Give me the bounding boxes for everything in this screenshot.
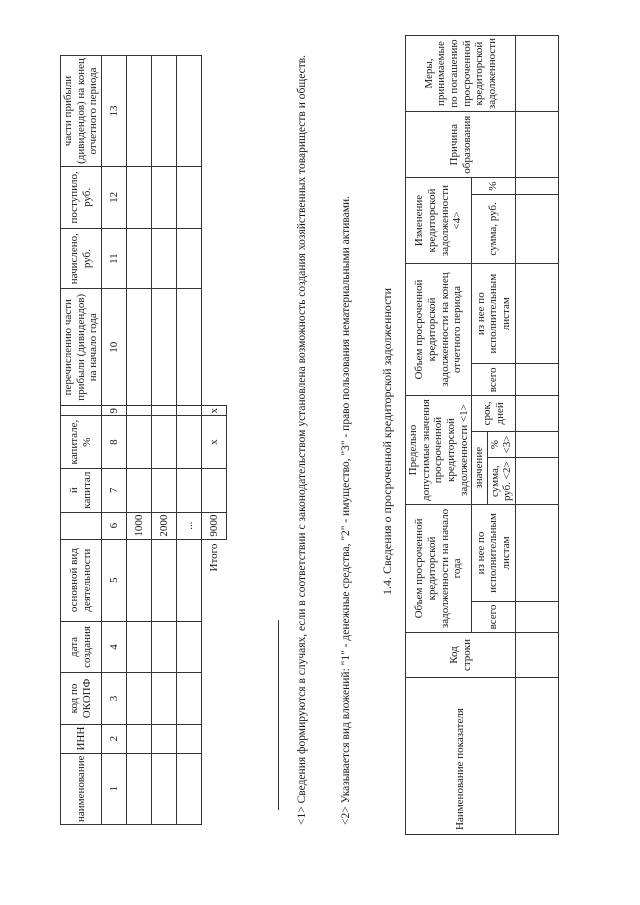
section-title: 1.4. Сведения о просроченной кредиторской задолженности bbox=[380, 287, 394, 595]
cell bbox=[516, 504, 559, 601]
cell bbox=[176, 468, 201, 512]
cell bbox=[516, 678, 559, 835]
cell bbox=[516, 602, 559, 633]
header-cell: % bbox=[472, 178, 516, 195]
header-cell: начислено, руб. bbox=[61, 228, 102, 289]
column-number: 6 bbox=[101, 512, 126, 539]
cell bbox=[516, 633, 559, 678]
header-cell: дата создания bbox=[61, 621, 102, 673]
table1-header-row bbox=[61, 56, 102, 825]
cell: ... bbox=[176, 512, 201, 539]
cell bbox=[151, 166, 176, 228]
header-cell: % <3> bbox=[487, 431, 515, 458]
cell bbox=[176, 673, 201, 724]
cell bbox=[151, 416, 176, 468]
cell bbox=[126, 228, 151, 289]
table-row bbox=[126, 56, 151, 825]
header-cell: Изменение кредиторской задолженности <4> bbox=[406, 178, 472, 264]
column-number: 7 bbox=[101, 468, 126, 512]
cell bbox=[151, 673, 176, 724]
header-cell: из нее по исполнительным листам bbox=[472, 263, 516, 364]
header-cell: всего bbox=[472, 364, 516, 396]
total-cell: x bbox=[201, 416, 226, 468]
header-cell bbox=[61, 406, 102, 417]
subsidiaries-table bbox=[60, 55, 227, 825]
cell: 2000 bbox=[151, 512, 176, 539]
total-cell: x bbox=[201, 406, 226, 417]
cell bbox=[516, 431, 559, 458]
header-cell: части прибыли (дивидендов) на конец отчетного периода bbox=[61, 56, 102, 167]
cell bbox=[126, 539, 151, 621]
cell bbox=[516, 178, 559, 195]
header-cell: Наименование показателя bbox=[406, 678, 516, 835]
cell bbox=[151, 228, 176, 289]
header-cell: перечислению части прибыли (дивидендов) на начало года bbox=[61, 289, 102, 406]
header-cell: сумма, руб. bbox=[472, 194, 516, 263]
column-number: 2 bbox=[101, 724, 126, 753]
cell bbox=[151, 289, 176, 406]
total-label: Итого bbox=[207, 543, 220, 572]
cell bbox=[126, 166, 151, 228]
cell bbox=[516, 263, 559, 364]
cell bbox=[176, 416, 201, 468]
empty-cell bbox=[201, 56, 226, 406]
cell bbox=[176, 289, 201, 406]
table1-number-row bbox=[101, 56, 126, 825]
cell bbox=[176, 56, 201, 167]
cell bbox=[176, 406, 201, 417]
cell bbox=[516, 112, 559, 178]
cell bbox=[126, 724, 151, 753]
column-number: 3 bbox=[101, 673, 126, 724]
header-cell: Предельно допустимые значения просроченной кредиторской задолженности <1> bbox=[406, 396, 472, 505]
header-cell: Объем просроченной кредиторской задолженности на конец отчетного периода bbox=[406, 263, 472, 395]
column-number: 5 bbox=[101, 539, 126, 621]
cell bbox=[516, 194, 559, 263]
column-number: 8 bbox=[101, 416, 126, 468]
cell bbox=[516, 364, 559, 396]
header-cell: Меры, принимаемые по погашению просроченной кредиторской задолженности bbox=[406, 36, 516, 112]
cell bbox=[151, 468, 176, 512]
cell bbox=[151, 56, 176, 167]
header-cell bbox=[61, 512, 102, 539]
footnote-divider bbox=[278, 620, 279, 810]
column-number: 9 bbox=[101, 406, 126, 417]
cell bbox=[151, 406, 176, 417]
cell bbox=[126, 416, 151, 468]
cell bbox=[126, 673, 151, 724]
header-cell: капиталe, % bbox=[61, 416, 102, 468]
cell bbox=[126, 621, 151, 673]
cell bbox=[176, 753, 201, 824]
header-cell: наименование bbox=[61, 753, 102, 824]
header-cell: й капитал bbox=[61, 468, 102, 512]
footnote-1: <1> Сведения формируются в случаях, если в соответствии с законодательством установлена возможность создания хозяйственных товариществ и обществ. bbox=[296, 54, 308, 825]
cell bbox=[126, 289, 151, 406]
footnote-2: <2> Указывается вид вложений: "1" - денежные средства, "2" - имущество, "3" - право пользования нематериальными активами. bbox=[340, 195, 352, 825]
table2-header-row-1 bbox=[406, 36, 472, 835]
column-number: 10 bbox=[101, 289, 126, 406]
column-number: 13 bbox=[101, 56, 126, 167]
cell bbox=[516, 458, 559, 505]
cell bbox=[126, 56, 151, 167]
header-cell: сумма, руб. <2> bbox=[487, 458, 515, 505]
cell bbox=[126, 406, 151, 417]
header-cell: Код строки bbox=[406, 633, 516, 678]
cell bbox=[126, 753, 151, 824]
column-number: 12 bbox=[101, 166, 126, 228]
header-cell: Объем просроченной кредиторской задолженности на начало года bbox=[406, 504, 472, 632]
table-row bbox=[151, 56, 176, 825]
cell bbox=[151, 724, 176, 753]
header-cell: поступило, руб. bbox=[61, 166, 102, 228]
cell bbox=[516, 396, 559, 431]
cell bbox=[176, 539, 201, 621]
header-cell: код по ОКОПФ bbox=[61, 673, 102, 724]
cell: 1000 bbox=[126, 512, 151, 539]
column-number: 4 bbox=[101, 621, 126, 673]
total-cell bbox=[201, 468, 226, 512]
column-number: 1 bbox=[101, 753, 126, 824]
header-cell: ИНН bbox=[61, 724, 102, 753]
cell bbox=[176, 228, 201, 289]
cell bbox=[176, 166, 201, 228]
table-row bbox=[176, 56, 201, 825]
cell bbox=[151, 753, 176, 824]
header-cell: Причина образования bbox=[406, 112, 516, 178]
cell bbox=[151, 621, 176, 673]
cell bbox=[516, 36, 559, 112]
cell bbox=[151, 539, 176, 621]
total-row bbox=[201, 56, 226, 825]
header-cell: основной вид деятельности bbox=[61, 539, 102, 621]
column-number: 11 bbox=[101, 228, 126, 289]
header-cell: из нее по исполнительным листам bbox=[472, 504, 516, 601]
header-cell: срок, дней bbox=[472, 396, 516, 431]
cell bbox=[176, 621, 201, 673]
total-cell: 9000 bbox=[201, 512, 226, 539]
cell bbox=[126, 468, 151, 512]
table-row bbox=[516, 36, 559, 835]
overdue-payables-table bbox=[405, 35, 559, 835]
header-cell: значение bbox=[472, 431, 488, 504]
header-cell: всего bbox=[472, 602, 516, 633]
cell bbox=[176, 724, 201, 753]
